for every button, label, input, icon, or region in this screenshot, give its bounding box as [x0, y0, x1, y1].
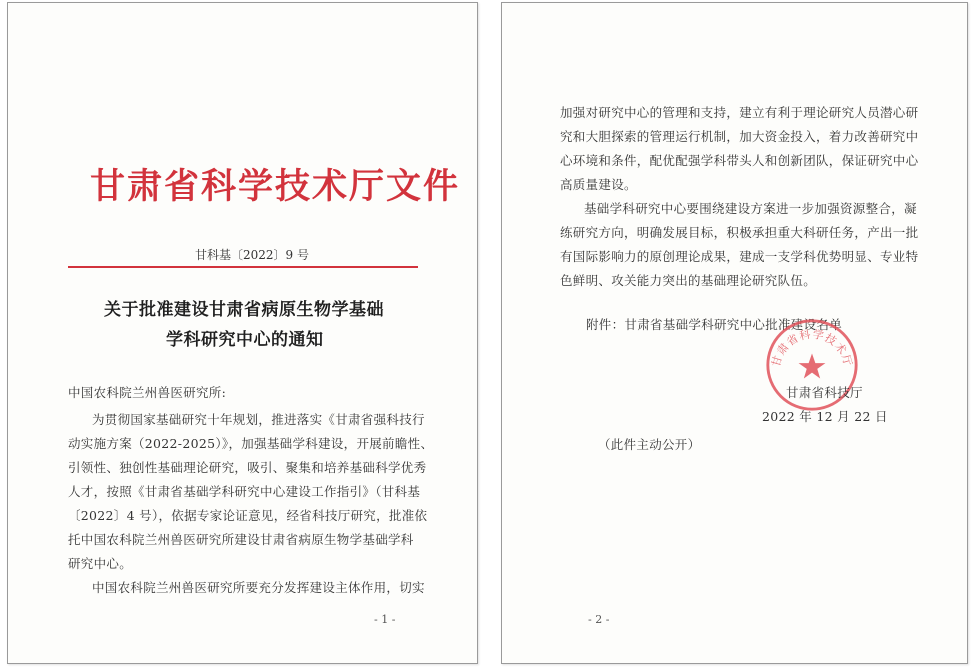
body-line: 有国际影响力的原创理论成果，建成一支学科优势明显、专业特: [560, 249, 919, 264]
document-header-title: 甘肃省科学技术厅文件: [90, 166, 461, 207]
attachment-line: 附件：甘肃省基础学科研究中心批准建设名单: [586, 317, 843, 332]
body-line: 加强对研究中心的管理和支持，建立有利于理论研究人员潜心研: [560, 105, 919, 120]
body-line: 基础学科研究中心要围绕建设方案进一步加强资源整合，凝: [584, 201, 917, 216]
body-line: 为贯彻国家基础研究十年规划，推进落实《甘肃省强科技行: [92, 412, 425, 427]
body-line: 动实施方案（2022-2025）》，加强基础学科建设，开展前瞻性、: [68, 436, 434, 451]
body-line: 高质量建设。: [560, 177, 637, 192]
body-line: 色鲜明、攻关能力突出的基础理论研究队伍。: [560, 273, 817, 288]
issue-date: 2022 年 12 月 22 日: [762, 409, 888, 424]
body-line: 心环境和条件，配优配强学科带头人和创新团队，保证研究中心: [560, 153, 919, 168]
page-number: - 1 -: [374, 613, 396, 626]
notice-title-line-1: 关于批准建设甘肃省病原生物学基础: [104, 300, 384, 320]
body-line: 〔2022〕4 号），依据专家论证意见，经省科技厅研究，批准依: [68, 508, 428, 523]
seal-text: 甘肃省科学技术厅: [769, 327, 855, 369]
red-divider-line: [68, 266, 418, 268]
page-number: - 2 -: [588, 613, 610, 626]
body-line: 研究中心。: [68, 556, 133, 571]
notice-title-line-2: 学科研究中心的通知: [166, 330, 324, 350]
body-line: 究和大胆探索的管理运行机制，加大资金投入，着力改善研究中: [560, 129, 919, 144]
document-number: 甘科基〔2022〕9 号: [195, 248, 309, 262]
document-page-1: [7, 2, 478, 664]
disclosure-note: （此件主动公开）: [598, 437, 701, 452]
body-line: 中国农科院兰州兽医研究所要充分发挥建设主体作用，切实: [92, 580, 425, 595]
issuer-name: 甘肃省科技厅: [786, 385, 863, 400]
recipient-line: 中国农科院兰州兽医研究所:: [68, 385, 227, 400]
body-line: 练研究方向，明确发展目标，积极承担重大科研任务，产出一批: [560, 225, 919, 240]
body-line: 人才，按照《甘肃省基础学科研究中心建设工作指引》（甘科基: [68, 484, 421, 499]
document-page-2: [501, 2, 968, 664]
body-line: 托中国农科院兰州兽医研究所建设甘肃省病原生物学基础学科: [68, 532, 414, 547]
body-line: 引领性、独创性基础理论研究，吸引、聚集和培养基础科学优秀: [68, 460, 427, 475]
